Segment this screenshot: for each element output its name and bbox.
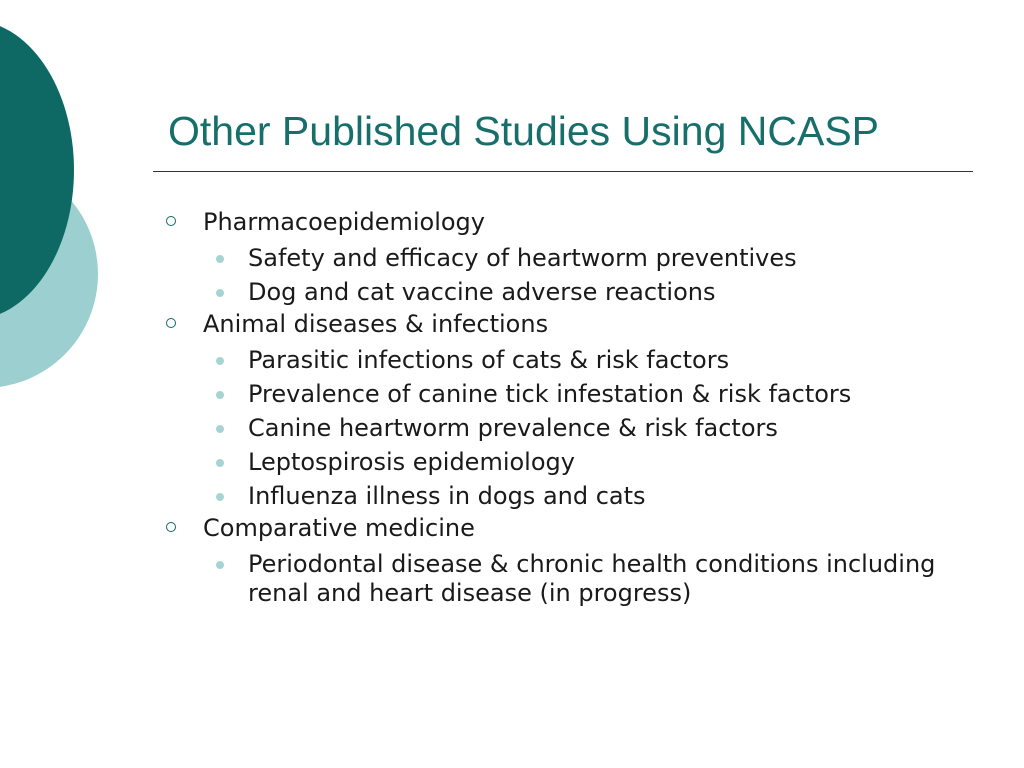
bullet-list — [165, 205, 975, 608]
list-item — [203, 550, 975, 608]
section-pharmacoepidemiology — [165, 205, 975, 307]
list-item — [203, 380, 975, 409]
dot-bullet-icon — [216, 561, 224, 569]
list-item-text: Periodontal disease & chronic health conditions including renal and heart disease (in progress) — [248, 550, 936, 607]
sub-bullet-list — [203, 244, 975, 307]
list-item — [203, 414, 975, 443]
hollow-circle-bullet-icon — [166, 216, 176, 226]
dot-bullet-icon — [216, 255, 224, 263]
dot-bullet-icon — [216, 357, 224, 365]
hollow-circle-bullet-icon — [166, 522, 176, 532]
list-item — [203, 482, 975, 511]
list-item — [203, 278, 975, 307]
sub-bullet-list — [203, 550, 975, 608]
list-item-text: Leptospirosis epidemiology — [248, 448, 575, 476]
list-item-text: Parasitic infections of cats & risk factors — [248, 346, 730, 374]
dot-bullet-icon — [216, 493, 224, 501]
list-item — [203, 346, 975, 375]
list-item — [203, 448, 975, 477]
section-label: Comparative medicine — [203, 514, 475, 542]
section-label: Animal diseases & infections — [203, 310, 549, 338]
list-item — [203, 244, 975, 273]
dot-bullet-icon — [216, 391, 224, 399]
sub-bullet-list — [203, 346, 975, 511]
list-item-text: Influenza illness in dogs and cats — [248, 482, 646, 510]
dot-bullet-icon — [216, 425, 224, 433]
dot-bullet-icon — [216, 289, 224, 297]
list-item-text: Dog and cat vaccine adverse reactions — [248, 278, 716, 306]
slide-title: Other Published Studies Using NCASP — [168, 108, 880, 154]
list-item-text: Prevalence of canine tick infestation & risk factors — [248, 380, 852, 408]
section-comparative-medicine — [165, 511, 975, 608]
list-item-text: Canine heartworm prevalence & risk factors — [248, 414, 778, 442]
section-animal-diseases — [165, 307, 975, 511]
section-label: Pharmacoepidemiology — [203, 208, 485, 236]
list-item-text: Safety and efficacy of heartworm preventives — [248, 244, 797, 272]
dot-bullet-icon — [216, 459, 224, 467]
title-divider — [153, 171, 973, 172]
hollow-circle-bullet-icon — [166, 318, 176, 328]
